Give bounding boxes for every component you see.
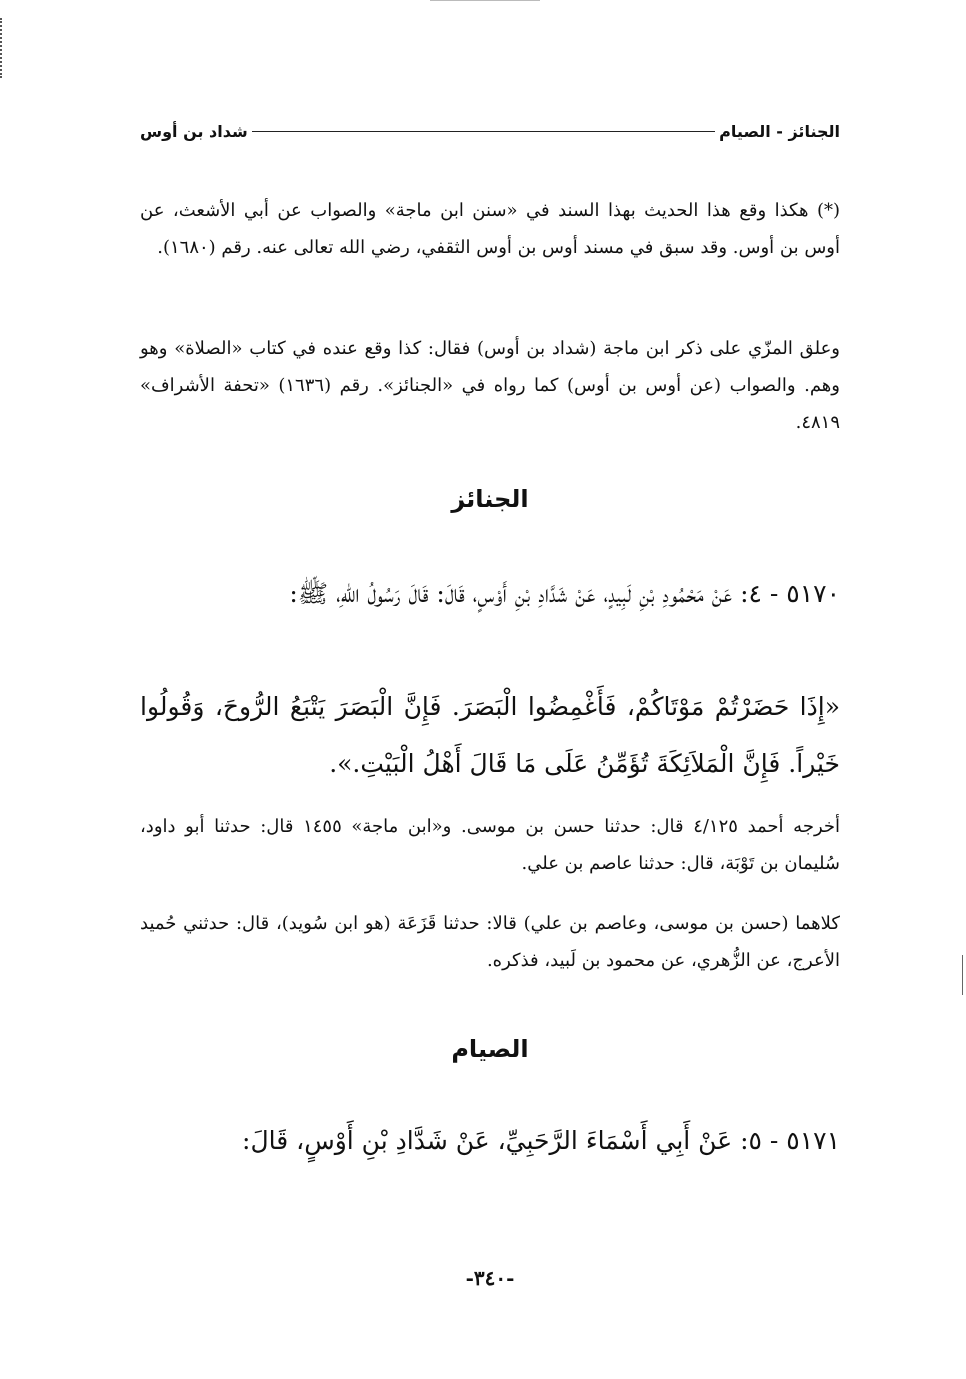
hadith-5171-intro: ٥١٧١ - ٥: عَنْ أَبِي أَسْمَاءَ الرَّحَبِيِّ، عَنْ شَدَّادِ بْنِ أَوْسٍ، قَالَ: <box>242 1126 840 1155</box>
section-heading-janaiz: الجنائز <box>451 485 529 513</box>
hadith-5170-text: «إِذَا حَضَرْتُمْ مَوْتَاكُمْ، فَأَغْمِضُوا الْبَصَرَ. فَإِنَّ الْبَصَرَ يَتْبَعُ الرُّوحَ، وَقُولُوا خَيْراً. فَإِنَّ الْمَلاَئِكَةَ تُؤَمِّنُ عَلَى مَا قَالَ أَهْلُ الْبَيْتِ.». <box>140 692 840 778</box>
section-heading-siyam: الصيام <box>451 1035 529 1063</box>
running-head-rule <box>252 131 715 132</box>
running-head-narrator: شداد بن أوس <box>140 121 248 141</box>
takhrij-5170-part-2: كلاهما (حسن بن موسى، وعاصم بن علي) قالا: حدثنا قَزَعَة (هو ابن سُويد)، قال: حدثني حُميد الأعرج، عن الزُّهري، عن محمود بن لَبيد، فذكره. <box>140 913 840 971</box>
page-number: -٣٤٠- <box>465 1266 515 1290</box>
running-head <box>140 118 840 144</box>
footnote-note-2: وعلق المزّي على ذكر ابن ماجة (شداد بن أوس) فقال: كذا وقع عنده في كتاب «الصلاة» وهو وهم. والصواب (عن أوس بن أوس) كما رواه في «الجنائز». رقم (١٦٣٦) «تحفة الأشراف» ٤٨١٩. <box>140 338 840 433</box>
right-margin-mark <box>962 955 963 995</box>
footnote-note-1: (*) هكذا وقع هذا الحديث بهذا السند في «سنن ابن ماجة» والصواب عن أبي الأشعث، عن أوس بن أوس. وقد سبق في مسند أوس بن أوس الثقفي، رضي الله تعالى عنه. رقم (١٦٨٠). <box>140 200 840 258</box>
top-scan-line <box>430 0 540 1</box>
running-head-section: الجنائز - الصيام <box>719 121 840 141</box>
takhrij-5170-part-1: أخرجه أحمد ٤/١٢٥ قال: حدثنا حسن بن موسى. و«ابن ماجة» ١٤٥٥ قال: حدثنا أبو داود، سُليمان بن تَوْبَة، قال: حدثنا عاصم بن علي. <box>140 816 841 874</box>
hadith-5170-intro: ٥١٧٠ - ٤: عَنْ مَحْمُودِ بْنِ لَبِيدٍ، عَنْ شَدَّادِ بْنِ أَوْسٍ، قَالَ: قَالَ رَسُولُ اللّهِ، ﷺ: <box>289 579 840 608</box>
scan-edge-marks <box>0 18 6 78</box>
